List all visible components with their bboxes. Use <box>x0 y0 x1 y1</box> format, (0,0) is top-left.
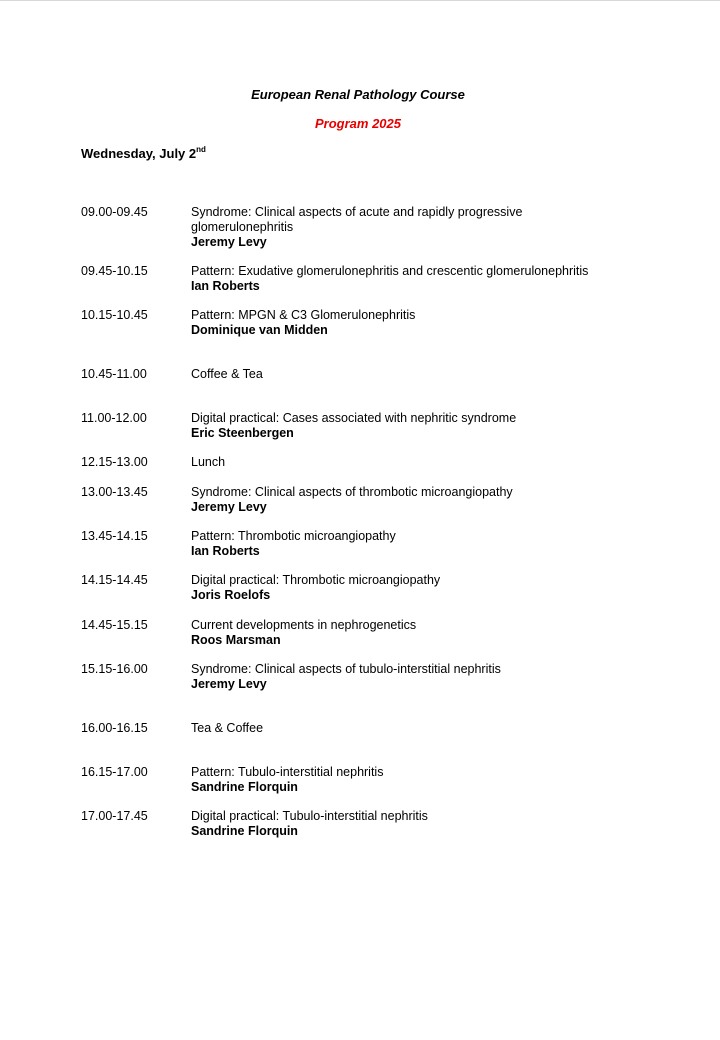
session-details <box>191 765 621 795</box>
session-speaker: Jeremy Levy <box>191 235 267 249</box>
session-time: 12.15-13.00 <box>81 455 148 469</box>
session-details <box>191 264 621 294</box>
session-time: 13.00-13.45 <box>81 485 148 499</box>
session-details <box>191 573 621 603</box>
program-title: Program 2025 <box>315 116 401 131</box>
session-topic: Tea & Coffee <box>191 721 264 735</box>
session-details <box>191 809 621 839</box>
session-speaker: Roos Marsman <box>191 633 281 647</box>
session-topic: Syndrome: Clinical aspects of acute and rapidly progressive glomerulonephritis <box>191 205 523 234</box>
day-label: Wednesday, July 2 <box>81 146 197 161</box>
session-topic: Digital practical: Cases associated with nephritic syndrome <box>191 411 517 425</box>
session-time: 09.45-10.15 <box>81 264 148 278</box>
session-topic: Lunch <box>191 455 226 469</box>
session-details <box>191 485 621 515</box>
session-time: 15.15-16.00 <box>81 662 148 676</box>
session-speaker: Joris Roelofs <box>191 588 271 602</box>
session-details <box>191 618 621 648</box>
session-topic: Syndrome: Clinical aspects of tubulo-interstitial nephritis <box>191 662 501 676</box>
session-time: 14.45-15.15 <box>81 618 148 632</box>
session-speaker: Sandrine Florquin <box>191 824 298 838</box>
session-time: 10.45-11.00 <box>81 367 147 381</box>
session-speaker: Jeremy Levy <box>191 677 267 691</box>
session-details <box>191 411 621 441</box>
session-time: 09.00-09.45 <box>81 205 148 219</box>
session-speaker: Dominique van Midden <box>191 323 328 337</box>
session-details <box>191 308 621 338</box>
session-details <box>191 205 621 250</box>
day-ordinal-suffix: nd <box>196 145 206 154</box>
session-time: 16.00-16.15 <box>81 721 148 735</box>
session-topic: Digital practical: Tubulo-interstitial nephritis <box>191 809 428 823</box>
session-details <box>191 662 621 692</box>
session-details <box>191 455 621 470</box>
session-speaker: Eric Steenbergen <box>191 426 294 440</box>
session-topic: Current developments in nephrogenetics <box>191 618 417 632</box>
session-details <box>191 721 621 736</box>
session-topic: Digital practical: Thrombotic microangiopathy <box>191 573 441 587</box>
session-speaker: Sandrine Florquin <box>191 780 298 794</box>
session-topic: Pattern: Exudative glomerulonephritis and crescentic glomerulonephritis <box>191 264 589 278</box>
session-speaker: Jeremy Levy <box>191 500 267 514</box>
session-details <box>191 529 621 559</box>
session-topic: Pattern: Thrombotic microangiopathy <box>191 529 396 543</box>
day-heading <box>81 146 206 161</box>
course-title: European Renal Pathology Course <box>251 87 465 102</box>
session-topic: Syndrome: Clinical aspects of thrombotic microangiopathy <box>191 485 513 499</box>
session-time: 13.45-14.15 <box>81 529 148 543</box>
session-topic: Pattern: Tubulo-interstitial nephritis <box>191 765 384 779</box>
session-topic: Coffee & Tea <box>191 367 263 381</box>
session-time: 16.15-17.00 <box>81 765 148 779</box>
session-time: 10.15-10.45 <box>81 308 148 322</box>
page-top-border <box>0 0 720 1</box>
session-details <box>191 367 621 382</box>
session-time: 14.15-14.45 <box>81 573 148 587</box>
session-speaker: Ian Roberts <box>191 544 260 558</box>
session-time: 17.00-17.45 <box>81 809 148 823</box>
session-time: 11.00-12.00 <box>81 411 147 425</box>
session-speaker: Ian Roberts <box>191 279 260 293</box>
session-topic: Pattern: MPGN & C3 Glomerulonephritis <box>191 308 416 322</box>
